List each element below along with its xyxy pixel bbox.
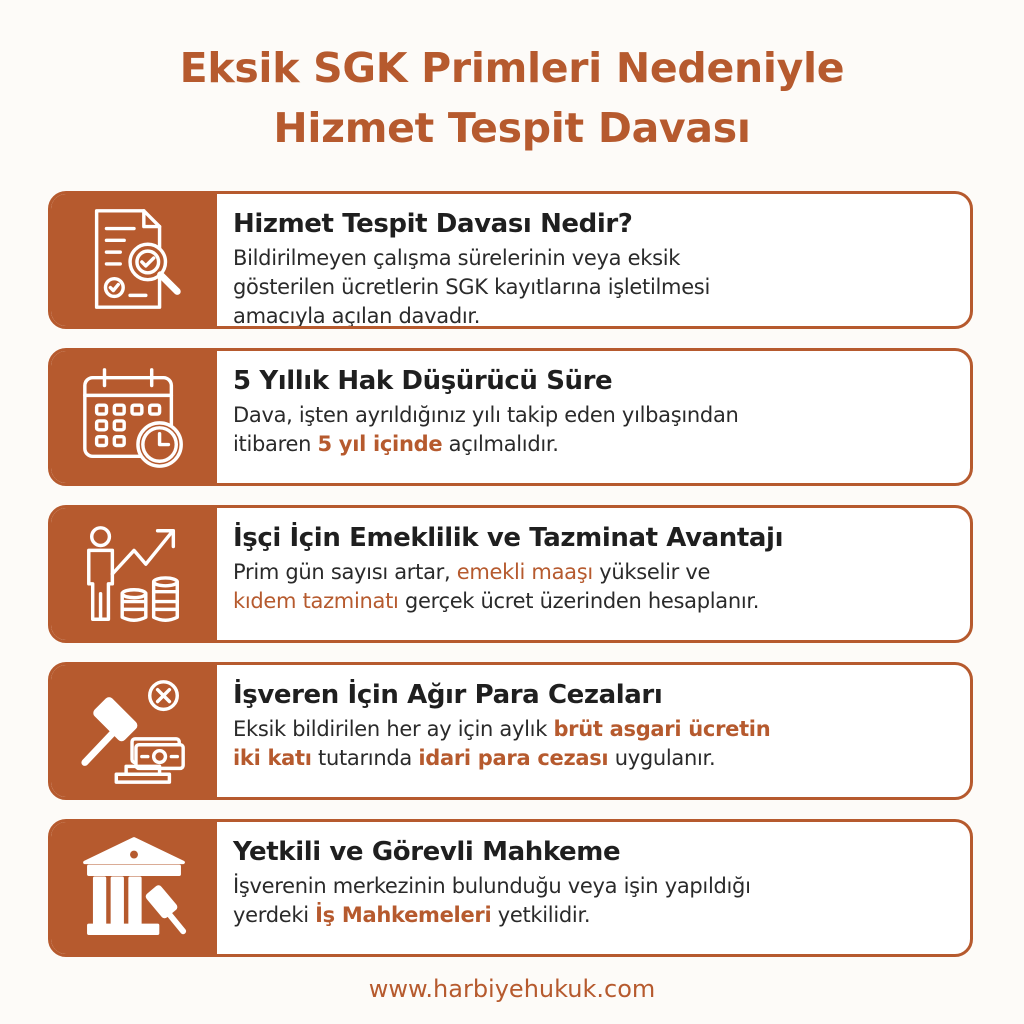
card-icon-panel [51, 508, 217, 640]
card-heading: Yetkili ve Görevli Mahkeme [233, 837, 621, 867]
card-body-text: yükselir ve [592, 560, 711, 584]
card-worker-advantage [48, 505, 973, 643]
highlight-double: iki katı [233, 746, 312, 770]
card-body [233, 872, 956, 930]
highlight-pension: emekli maaşı [456, 560, 593, 584]
card-court [48, 819, 973, 957]
card-body-text: yerdeki [233, 903, 316, 927]
card-body-text: Eksik bildirilen her ay için aylık [233, 717, 554, 741]
card-icon-panel [51, 665, 217, 797]
card-body-line: amacıyla açılan davadır. [233, 304, 481, 328]
card-body-text: gerçek ücret üzerinden hesaplanır. [398, 589, 760, 613]
calendar-clock-icon [75, 358, 193, 476]
card-icon-panel [51, 822, 217, 954]
page-title [0, 38, 1024, 158]
highlight-severance: kıdem tazminatı [233, 589, 399, 613]
card-body [233, 715, 956, 773]
card-time-limit [48, 348, 973, 486]
card-heading: İşçi İçin Emeklilik ve Tazminat Avantajı [233, 523, 784, 553]
courthouse-icon [75, 829, 193, 947]
card-body [233, 558, 956, 616]
card-body-text: uygulanır. [608, 746, 716, 770]
card-body [233, 244, 956, 329]
card-icon-panel [51, 351, 217, 483]
card-heading: 5 Yıllık Hak Düşürücü Süre [233, 366, 613, 396]
document-magnifier-icon [75, 201, 193, 319]
card-body-text: itibaren [233, 432, 318, 456]
title-line-2: Hizmet Tespit Davası [273, 104, 751, 152]
card-body-line: Bildirilmeyen çalışma sürelerinin veya eksik [233, 246, 681, 270]
card-body-text: Prim gün sayısı artar, [233, 560, 457, 584]
growth-coins-icon [75, 515, 193, 633]
card-body-text: açılmalıdır. [442, 432, 559, 456]
highlight-labor-courts: İş Mahkemeleri [315, 903, 492, 927]
title-line-1: Eksik SGK Primleri Nedeniyle [179, 44, 845, 92]
card-what-is [48, 191, 973, 329]
card-icon-panel [51, 194, 217, 326]
card-employer-penalty [48, 662, 973, 800]
card-body-line: gösterilen ücretlerin SGK kayıtlarına işletilmesi [233, 275, 710, 299]
highlight-min-wage: brüt asgari ücretin [553, 717, 771, 741]
highlight-5-years: 5 yıl içinde [317, 432, 443, 456]
card-body [233, 401, 956, 459]
card-heading: Hizmet Tespit Davası Nedir? [233, 209, 633, 239]
card-body-line: İşverenin merkezinin bulunduğu veya işin yapıldığı [233, 874, 751, 898]
card-heading: İşveren İçin Ağır Para Cezaları [233, 680, 663, 710]
card-body-text: tutarında [311, 746, 419, 770]
card-body-text: yetkilidir. [491, 903, 591, 927]
card-body-line: Dava, işten ayrıldığınız yılı takip eden yılbaşından [233, 403, 739, 427]
gavel-money-icon [75, 672, 193, 790]
highlight-admin-fine: idari para cezası [418, 746, 609, 770]
footer-website[interactable]: www.harbiyehukuk.com [368, 975, 656, 1003]
